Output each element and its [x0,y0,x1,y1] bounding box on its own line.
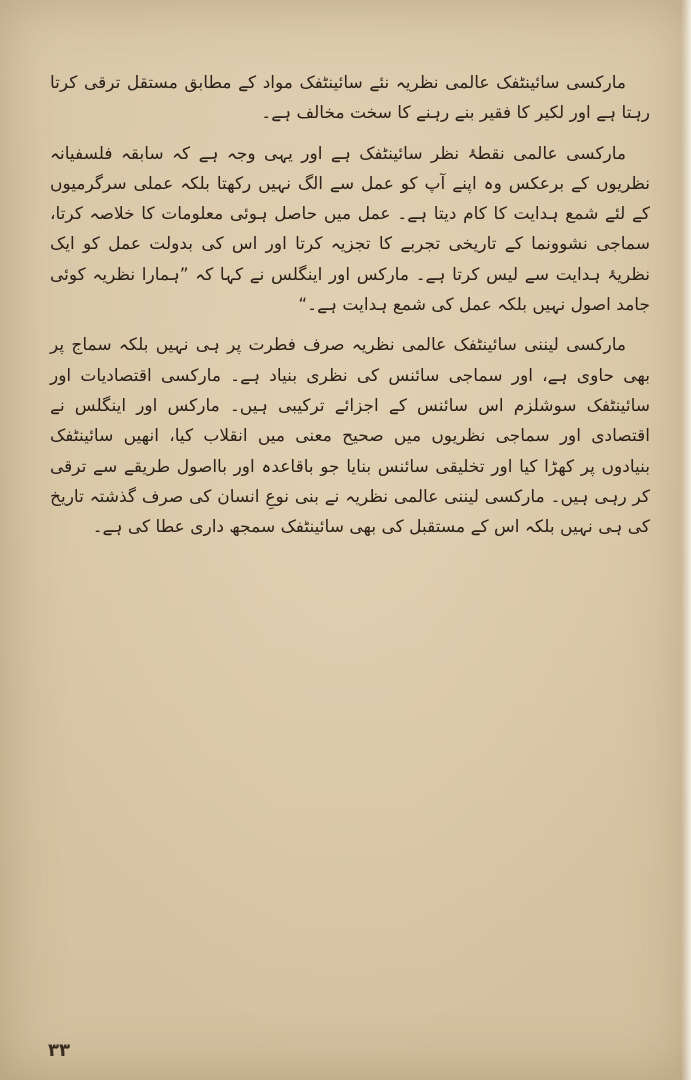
page-edge [681,0,691,1080]
paragraph-2: مارکسی عالمی نقطۂ نظر سائینٹفک ہے اور یہی وجہ ہے کہ سابقہ فلسفیانہ نظریوں کے برعکس وہ اپنے آپ کو عمل سے الگ نہیں رکھتا بلکہ عملی سرگرمیوں کے لئے شمع ہدایت کا کام دیتا ہے۔ عمل میں حاصل ہوئی معلومات کا خلاصہ کرتا، سماجی نشوونما کے تاریخی تجربے کا تجزیہ کرتا اور اس کی بدولت عمل کو ایک نظریۂ ہدایت سے لیس کرتا ہے۔ مارکس اور اینگلس نے کہا کہ ”ہمارا نظریہ کوئی جامد اصول نہیں بلکہ عمل کی شمع ہدایت ہے۔“ [50,143,650,316]
page-number: ۳۳ [48,1040,70,1061]
paragraph-3: مارکسی لیننی سائینٹفک عالمی نظریہ صرف فطرت پر ہی نہیں بلکہ سماج پر بھی حاوی ہے، اور سماجی سائنس کی نظری بنیاد ہے۔ مارکسی اقتصادیات اور سائینٹفک سوشلزم اس سائنس کے اجزائے ترکیبی ہیں۔ مارکس اور اینگلس نے اقتصادی اور سماجی نظریوں میں صحیح معنی میں انقلاب کیا، انھیں سائینٹفک بنیادوں پر کھڑا کیا اور تخلیقی سائنس بنایا جو باقاعدہ اور بااصول طریقے سے ترقی کر رہی ہیں۔ مارکسی لیننی عالمی نظریہ نے بنی نوعِ انسان کی صرف گذشتہ تاریخ کی ہی نہیں بلکہ اس کے مستقبل کی بھی سائینٹفک سمجھ داری عطا کی ہے۔ [50,335,650,538]
page-body [50,68,650,552]
paragraph-1: مارکسی سائینٹفک عالمی نظریہ نئے سائینٹفک مواد کے مطابق مستقل ترقی کرتا رہتا ہے اور لکیر کا فقیر بنے رہنے کا سخت مخالف ہے۔ [50,73,650,124]
